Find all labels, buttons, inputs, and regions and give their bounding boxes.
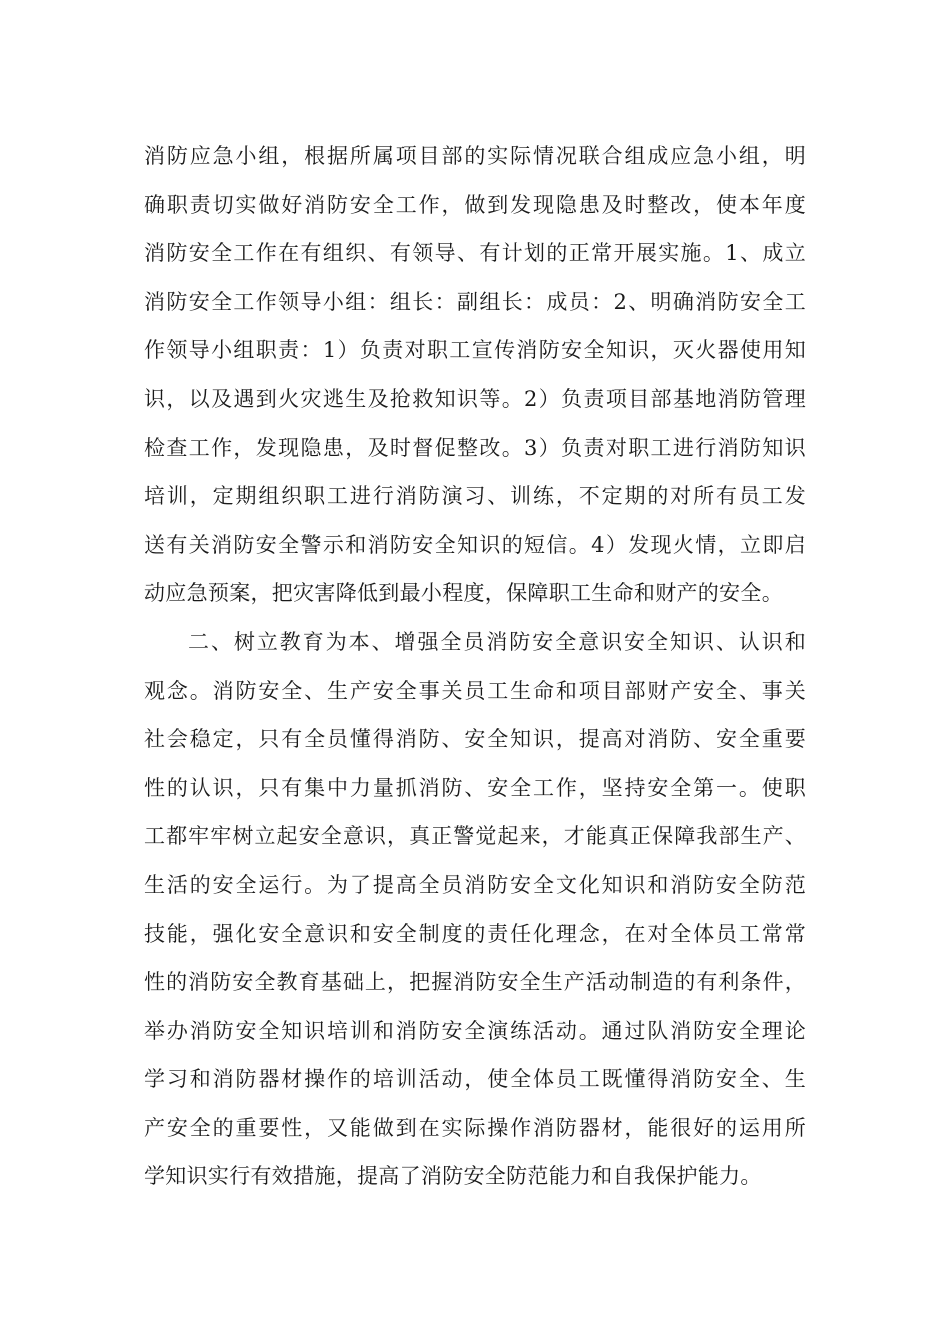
paragraph-1-line: 识，以及遇到火灾逃生及抢救知识等。2）负责项目部基地消防管理 (144, 386, 806, 411)
paragraph-2-line: 二、树立教育为本、增强全员消防安全意识安全知识、认识和 (188, 629, 806, 654)
paragraph-1-line: 培训，定期组织职工进行消防演习、训练，不定期的对所有员工发 (144, 484, 806, 509)
paragraph-2-line: 生活的安全运行。为了提高全员消防安全文化知识和消防安全防范 (144, 872, 806, 897)
paragraph-2-line: 学知识实行有效措施，提高了消防安全防范能力和自我保护能力。 (144, 1164, 762, 1189)
paragraph-2-line: 性的消防安全教育基础上，把握消防安全生产活动制造的有利条件， (144, 970, 806, 995)
paragraph-2-line: 性的认识，只有集中力量抓消防、安全工作，坚持安全第一。使职 (144, 775, 806, 800)
paragraph-1-line: 动应急预案，把灾害降低到最小程度，保障职工生命和财产的安全。 (144, 581, 783, 606)
paragraph-1-line: 消防安全工作在有组织、有领导、有计划的正常开展实施。1、成立 (144, 241, 806, 266)
document-body (144, 132, 806, 1201)
paragraph-1-line: 消防应急小组，根据所属项目部的实际情况联合组成应急小组，明 (144, 144, 806, 168)
paragraph-2-line: 举办消防安全知识培训和消防安全演练活动。通过队消防安全理论 (144, 1018, 806, 1043)
paragraph-2-line: 产安全的重要性，又能做到在实际操作消防器材，能很好的运用所 (144, 1115, 806, 1140)
paragraph-2-line: 学习和消防器材操作的培训活动，使全体员工既懂得消防安全、生 (144, 1067, 806, 1092)
paragraph-1-line: 检查工作，发现隐患，及时督促整改。3）负责对职工进行消防知识 (144, 435, 806, 460)
paragraph-2-line: 观念。消防安全、生产安全事关员工生命和项目部财产安全、事关 (144, 678, 806, 703)
paragraph-2-line: 工都牢牢树立起安全意识，真正警觉起来，才能真正保障我部生产、 (144, 824, 806, 849)
paragraph-2-line: 社会稳定，只有全员懂得消防、安全知识，提高对消防、安全重要 (144, 727, 806, 752)
paragraph-1-line: 作领导小组职责：1）负责对职工宣传消防安全知识，灭火器使用知 (144, 338, 806, 363)
paragraph-2-line: 技能，强化安全意识和安全制度的责任化理念，在对全体员工常常 (144, 921, 806, 946)
paragraph-1-line: 确职责切实做好消防安全工作，做到发现隐患及时整改，使本年度 (144, 192, 806, 217)
paragraph-1-line: 消防安全工作领导小组：组长：副组长：成员：2、明确消防安全工 (144, 289, 806, 314)
paragraph-1-line: 送有关消防安全警示和消防安全知识的短信。4）发现火情，立即启 (144, 532, 806, 557)
